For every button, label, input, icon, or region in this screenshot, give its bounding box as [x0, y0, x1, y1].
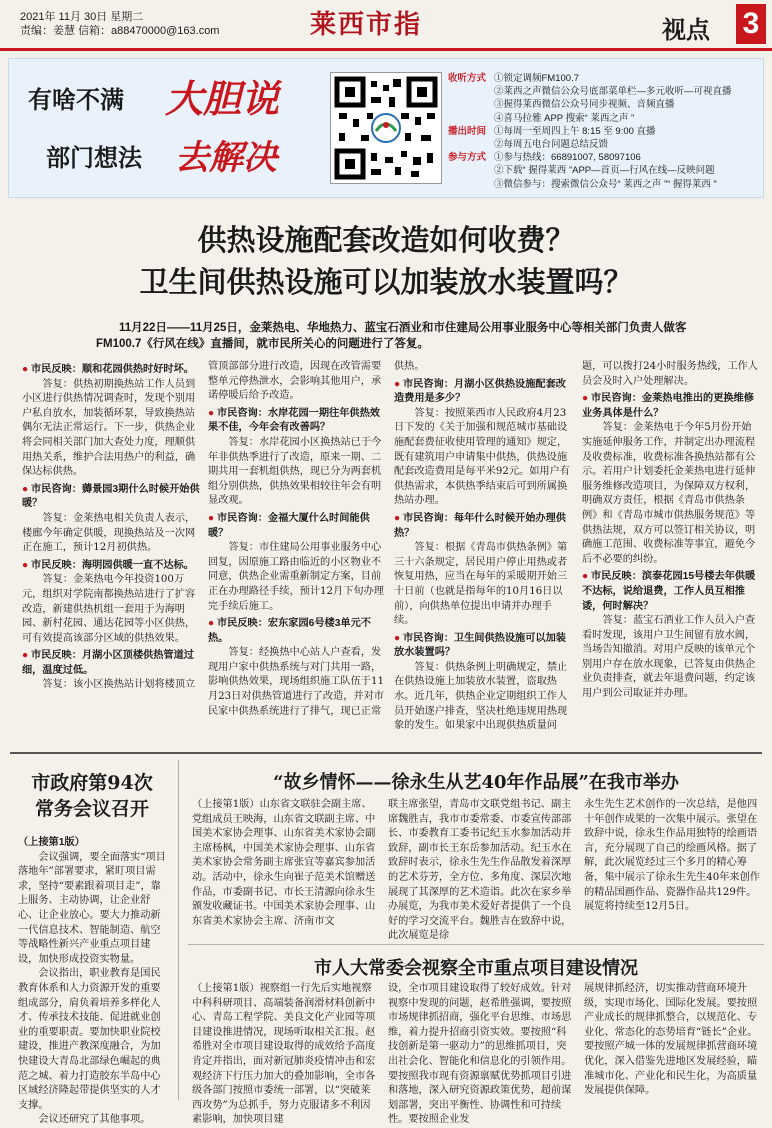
program-info-list — [448, 72, 732, 191]
qa-answer: 答复：供热初期换热站工作人员到小区进行供热情况调查时，发现个别用户私自放水，加装循环泵，导致换热站偶尔无法正常运行。下一步，供热企业将会同相关部门加大查处力度，理顺供用热关系，维护合法用热户的利益，确保达标供热。 — [22, 378, 196, 478]
qa-answer: 题，可以拨打24小时服务热线，工作人员会及时入户处理解决。 — [582, 361, 758, 387]
qa-answer: 管顶部部分进行改造，因现在改管需要整单元停热泄水，会影响其他用户，承诺停暖后给予改造。 — [208, 361, 382, 402]
inspect-column-1 — [192, 982, 376, 1126]
article-divider — [188, 944, 764, 945]
info-row — [448, 151, 732, 164]
qa-question: ● 市民反映：海明园供暖一直不达标。 — [22, 559, 200, 574]
qa-answer: 答复：金莱热电于今年5月份开始实施延伸服务工作，并制定出办理流程及收费标准，收费标准各换热站都有公示。若用户计划委托金莱热电进行延伸服务维修改造项目，为保障双方权利，明确双方责任，根据《青岛市供热条例》和《青岛市城市供热服务规范》等供热法规，双方可以签订相关协议，明确施工范围、收费标准等事宜，避免今后不必要的纠纷。 — [582, 422, 756, 565]
info-key: 播出时间 — [448, 125, 487, 137]
info-value: ②每周五电台问题总结反馈 — [494, 139, 609, 151]
qa-answer: 答复：市住建局公用事业服务中心回复，因原施工路由临近的小区物业不同意，供热企业需重新制定方案，目前正在办理路径手续，预计12月下旬办理完手续后施工。 — [208, 542, 384, 612]
info-row — [448, 98, 732, 111]
info-row — [448, 112, 732, 125]
section-divider — [10, 752, 762, 754]
info-value: ①锁定调频FM100.7 — [494, 73, 579, 84]
info-key — [448, 178, 494, 191]
qa-answer: 答复：金莱热电今年投资100万元，组织对学院南都换热站进行了扩容改造，新建供热机组一套用于为海明园、新村花园、通达花园等小区供热，可有效提高该部分区域的供热效果。 — [22, 574, 196, 644]
exhibit-column-3 — [584, 798, 762, 940]
qa-answer: 答复：蓝宝石酒业工作人员入户查看时发现，该用户卫生间留有放水阀，当场告知撤消。对用户反映的该单元个别用户存在放水现象，已答复由供热企业负责排查，就去年退费问题，约定该用户到公司取证并办理。 — [582, 615, 756, 700]
info-row — [448, 164, 732, 177]
info-row — [448, 85, 732, 98]
qa-question: ● 市民咨询：金莱热电推出的更换维修业务具体是什么？ — [582, 392, 760, 421]
qa-column-2 — [208, 360, 386, 742]
exhibit-text: 联主席张望，青岛市文联党组书记、副主席魏胜吉，我市市委常委、市委宣传部部长、市委教育工委书记纪玉水参加活动并致辞，副市长王东岳参加活动。纪玉水在致辞时表示，徐永生先生作品散发着深厚的艺术芬芳，全方位、多角度、深层次地展现了其深厚的艺术造诣。此次在家乡举办展览，为我市美术爱好者提供了一个良好的学习交流平台。魏胜吉在致辞中说，此次展览是徐 — [388, 799, 572, 942]
info-value: ②下载“ 握得莱西 ”APP—首页—行风在线—反映问题 — [494, 165, 715, 177]
header-rule — [0, 48, 772, 51]
qa-question: ● 市民咨询：薅景园3期什么时候开始供暖？ — [22, 483, 200, 512]
qr-code-icon[interactable] — [330, 72, 442, 184]
qa-answer: 答复：水岸花园小区换热站已于今年非供热季进行了改造，原来一期、二期共用一套机组供热，现已分为两套机组分别供热，供热效果相较往年会有明显改观。 — [208, 436, 382, 507]
info-key — [448, 112, 494, 125]
side-article-title — [18, 770, 166, 822]
inspect-text: 展规律抓经济，切实推动营商环境升级，实现市场化、国际化发展。要按照产业成长的规律抓整合，以规范化、专业化、常态化的态势培育“链长”企业。要按照产城一体的发展规律抓营商环境优化，深入借鉴先进地区发展经验，瞄准城市化、产业化和民生化，为高质量发展提供保障。 — [584, 983, 758, 1097]
exhibit-article-title: “故乡情怀——徐永生从艺40年作品展”在我市举办 — [273, 772, 679, 793]
side-title-line-1: 市政府第94次 — [31, 772, 153, 794]
qa-column-1 — [22, 360, 200, 742]
inspect-text: （上接第1版）视察组一行先后实地视察中科科研项目、高端装备润滑材料创新中心、青岛工程学院、美良文化产业园等项目建设推进情况，现场听取相关汇报。赵希胜对全市项目建设取得的成效给予高度肯定并指出，面对新冠肺炎疫情冲击和宏观经济下行压力加大的叠加影响，全市各级各部门按照市委统一部署，以“突破莱西攻势”为总抓手，努力克服诸多不利因素影响，加快项目建 — [192, 983, 376, 1126]
info-key: 参与方式 — [448, 152, 487, 164]
inspect-article-title: 市人大常委会视察全市重点项目建设情况 — [314, 958, 638, 979]
column-rule — [178, 760, 179, 1100]
qa-question: ● 市民反映：月湖小区顶楼供热管道过细，温度过低。 — [22, 649, 200, 678]
info-row — [448, 72, 732, 85]
qa-column-3 — [394, 360, 572, 742]
page-header-info — [20, 10, 219, 38]
headline-1: 供热设施配套改造如何收费？ — [197, 223, 575, 257]
section-label: 视点 — [662, 17, 710, 44]
qa-answer: 答复：根据《青岛市供热条例》第三十六条规定，居民用户停止用热或者恢复用热，应当在每年的采暖期开始三十日前（也就是指每年的10月16日以前），向供热单位提出申请并办理手续。 — [394, 542, 568, 627]
info-key — [448, 98, 494, 111]
side-lead: （上接第1版） — [18, 837, 85, 848]
qa-question: ● 市民反映：顺和花园供热时好时坏。 — [22, 363, 200, 378]
banner-line-2: 部门想法 — [46, 143, 142, 172]
inspect-column-2 — [388, 982, 572, 1126]
info-value: ③微信参与：搜索微信公众号“ 莱西之声 ”“ 握得莱西 ” — [494, 178, 717, 190]
info-value: ④喜马拉雅 APP 搜索“ 莱西之声 ” — [494, 112, 635, 124]
issue-date: 2021年 11月 30日 星期二 — [20, 11, 144, 23]
qa-answer: 供热。 — [394, 361, 425, 372]
qa-question: ● 市民咨询：水岸花园一期往年供热效果不佳，今年会有改善吗？ — [208, 407, 386, 436]
headline-2: 卫生间供热设施可以加装放水装置吗？ — [139, 265, 633, 299]
qa-answer: 答复：金莱热电相关负责人表示，楼廊今年确定供暖，现换热站及一次网正在施工，预计12月初供热。 — [22, 512, 196, 554]
info-row — [448, 178, 732, 191]
info-key: 收听方式 — [448, 73, 487, 84]
exhibit-text: 永生先生艺术创作的一次总结，是他四十年创作成果的一次集中展示。张望在致辞中说，徐永生作品用独特的绘画语言，充分展现了自己的绘画风格。据了解，此次展览经过三个多月的精心筹备，集中展示了徐永生先生40年来创作的精品国画作品、瓷器作品共129件。展览将持续至12月5日。 — [584, 799, 760, 913]
qa-question: ● 市民反映：滨泰花园15号楼去年供暖不达标，说给退费，工作人员互相推诿，何时解决？ — [582, 570, 760, 614]
banner-slogan-1: 大胆说 — [165, 76, 280, 121]
newspaper-masthead: 莱西市指 — [310, 10, 423, 40]
qa-column-4 — [582, 360, 760, 742]
info-value: ①每周一至周四上午 8:15 至 9:00 直播 — [494, 125, 656, 137]
exhibit-column-1 — [192, 798, 376, 940]
side-title-line-2: 常务会议召开 — [34, 798, 149, 820]
page-number: 3 — [736, 4, 766, 44]
info-value: ③握得莱西微信公众号同步视频、音频直播 — [494, 99, 675, 111]
qa-question: ● 市民咨询：金福大厦什么时间能供暖？ — [208, 512, 386, 541]
editor-line: 责编：姜慧 信箱：a88470000@163.com — [20, 25, 220, 37]
side-paragraph: 会议还研究了其他事项。 — [38, 1114, 151, 1126]
info-key — [448, 85, 494, 98]
inspect-column-3 — [584, 982, 762, 1102]
side-paragraph: 会议指出，职业教育是国民教育体系和人力资源开发的重要组成部分，肩负着培养多样化人才、传承技术技能、促进就业创业的重要职责。要加快职业院校建设，推进产教深度融合，为加快建设大青岛北部绿色崛起的典范之城、着力打造胶东半岛中心区域经济隆起带提供坚实的人才支撑。 — [18, 968, 161, 1111]
qa-question: ● 市民反映：宏东家园6号楼3单元不热。 — [208, 617, 386, 646]
info-row — [448, 125, 732, 138]
qa-answer: 答复：按照莱西市人民政府4月23日下发的《关于加强和规范城市基础设施配套费征收使用管理的通知》规定，既有建筑用户申请集中供热，供热设施配套改造费用是每平米92元。如用户有供热需求，本供热季结束后可到所属换热站办理。 — [394, 407, 570, 507]
qa-question: ● 市民咨询：每年什么时候开始办理供热？ — [394, 512, 572, 541]
exhibit-column-2 — [388, 798, 572, 940]
article-intro: 11月22日——11月25日，金莱热电、华地热力、蓝宝石酒业和市住建局公用事业服务中心等相关部门负责人做客FM100.7《行风在线》直播间，就市民所关心的问题进行了答复。 — [96, 322, 687, 350]
banner-slogan-2: 去解决 — [175, 138, 277, 178]
qa-answer: 答复：供热条例上明确规定，禁止在供热设施上加装放水装置，盗取热水。近几年，供热企业定期组织工作人员开始逐户排查，坚决杜绝违规用热现象的发生。如果家中出现供热质量问 — [394, 661, 568, 732]
qa-question: ● 市民咨询：月湖小区供热设施配套改造费用是多少？ — [394, 378, 572, 407]
side-paragraph: 会议强调，要全面落实“项目落地年”部署要求，紧盯项目需求，坚持“要素跟着项目走”，靠上服务、主动协调，让企业舒心、让企业放心。要大力推动新一代信息技术、智能制造、航空等战略性新兴产业重点项目建设，加快形成投资实物量。 — [18, 851, 166, 965]
info-value: ②莱西之声微信公众号底部菜单栏—多元收听—可视直播 — [494, 86, 732, 98]
qa-answer: 答复：经换热中心站人户查看，发现用户家中供热系统与对门共用一路，影响供热效果，现场组织施工队伍于11月23日对供热管道进行了改造，并对市民家中供热系统进行了排气，现已正常 — [208, 647, 384, 717]
exhibit-text: （上接第1版）山东省文联驻会副主席、党组成员王映海，山东省文联副主席、中国美术家协会理事、山东省美术家协会副主席杨枫，中国美术家协会理事、山东省美术家协会常务副主席张宜等嘉宾参加活动。活动中，徐永生向崔子范美术馆赠送作品，市委副书记、市长王清源向徐永生颁发收藏证书。中国美术家协会理事、山东省美术家协会主席、济南市文 — [192, 799, 376, 927]
inspect-text: 设，全市项目建设取得了较好成效。针对视察中发现的问题，赵希胜强调，要按照市场规律抓招商，强化平台思维、市场思维，着力提升招商引资实效。要按照“科技创新是第一驱动力”的思维抓项目，突出社会化、智能化和信息化的引领作用。要按照我市现有资源禀赋优势抓项目引进和落地，深入研究资源政策优势，超前谋划部署，突出平衡性、协调性和可持续性。要按照企业发 — [388, 983, 572, 1126]
info-value: ①参与热线：66891007, 58097106 — [494, 152, 641, 164]
qa-question: ● 市民咨询：卫生间供热设施可以加装放水装置吗？ — [394, 632, 572, 661]
info-key — [448, 164, 494, 177]
qa-answer: 答复：该小区换热站计划将楼顶立 — [42, 679, 196, 691]
info-row — [448, 138, 732, 151]
info-key — [448, 138, 494, 151]
banner-line-1: 有啥不满 — [28, 85, 124, 114]
side-article-body — [18, 836, 168, 1126]
